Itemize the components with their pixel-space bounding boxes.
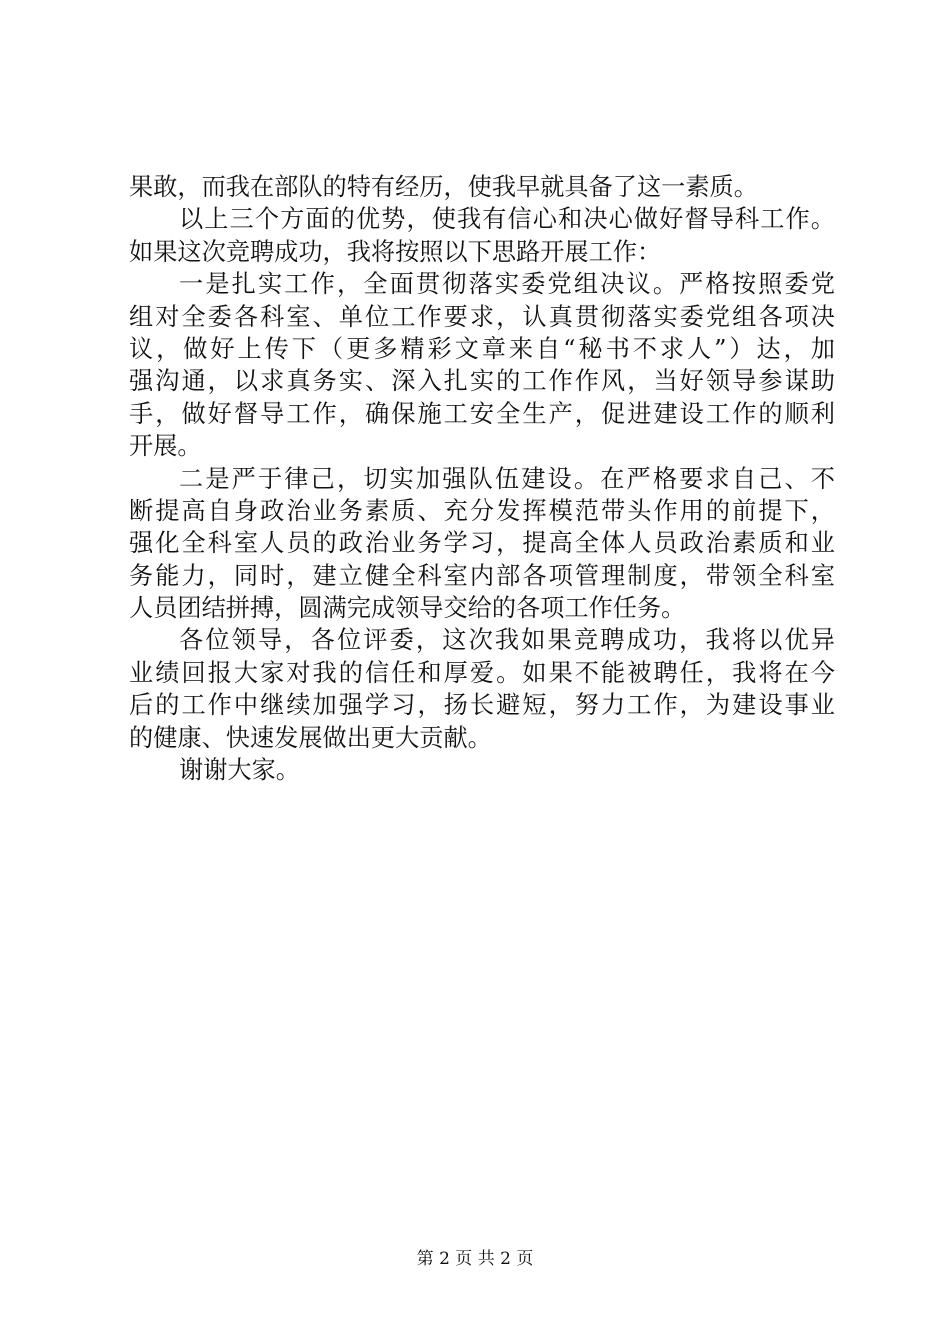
text-line: 的健康、快速发展做出更大贡献。 — [129, 723, 492, 752]
text-line: 二是严于律己，切实加强队伍建设。在严格要求自己、不 — [179, 464, 835, 493]
document-body — [129, 171, 835, 786]
text-line: 断提高自身政治业务素质、充分发挥模范带头作用的前提下， — [129, 496, 835, 525]
text-line: 组对全委各科室、单位工作要求，认真贯彻落实委党组各项决 — [129, 302, 835, 331]
page-number-footer: 第 2 页 共 2 页 — [416, 1249, 534, 1269]
text-line: 各位领导，各位评委，这次我如果竞聘成功，我将以优异 — [179, 626, 835, 655]
text-line: 开展。 — [129, 432, 202, 461]
text-line: 业绩回报大家对我的信任和厚爱。如果不能被聘任，我将在今 — [129, 658, 835, 687]
text-line: 后的工作中继续加强学习，扬长避短，努力工作，为建设事业 — [129, 691, 835, 720]
text-line: 以上三个方面的优势，使我有信心和决心做好督导科工作。 — [179, 205, 835, 234]
text-line: 一是扎实工作，全面贯彻落实委党组决议。严格按照委党 — [179, 270, 835, 299]
text-line: 务能力，同时，建立健全科室内部各项管理制度，带领全科室 — [129, 561, 835, 590]
text-line: 果敢，而我在部队的特有经历，使我早就具备了这一素质。 — [129, 173, 758, 201]
text-line: 议，做好上传下（更多精彩文章来自“秘书不求人”）达，加 — [129, 334, 835, 363]
text-line: 人员团结拼搏，圆满完成领导交给的各项工作任务。 — [129, 594, 686, 623]
text-line: 谢谢大家。 — [179, 756, 300, 785]
text-line: 手，做好督导工作，确保施工安全生产，促进建设工作的顺利 — [129, 399, 835, 428]
text-line: 如果这次竞聘成功，我将按照以下思路开展工作： — [129, 237, 662, 266]
text-line: 强化全科室人员的政治业务学习，提高全体人员政治素质和业 — [129, 529, 835, 558]
text-line: 强沟通，以求真务实、深入扎实的工作作风，当好领导参谋助 — [129, 367, 835, 396]
